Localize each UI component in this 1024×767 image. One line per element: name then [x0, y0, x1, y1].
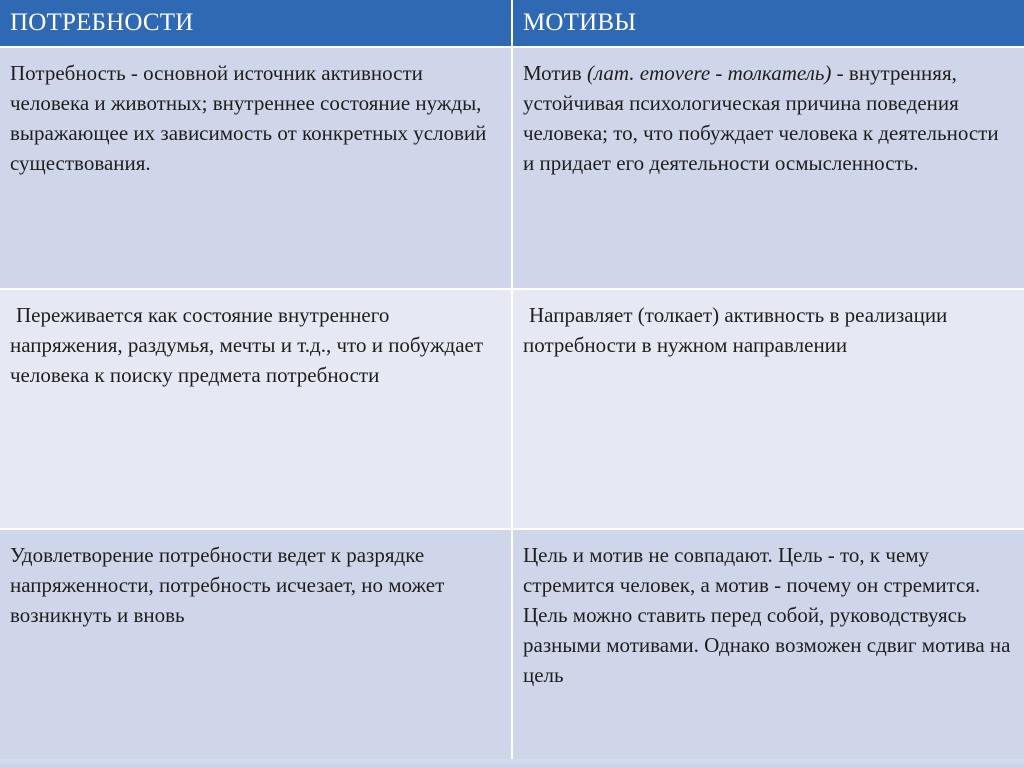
table-body — [0, 47, 1024, 766]
cell-text: Цель и мотив не совпадают. Цель - то, к чему стремится человек, а мотив - почему он стремится. Цель можно ставить перед собой, руководствуясь разными мотивами. Однако возможен сдвиг мотива на цель — [523, 543, 1011, 687]
table-row — [0, 289, 1024, 529]
header-row — [0, 0, 1024, 47]
motives-cell-goal — [512, 529, 1024, 766]
motives-cell-direction — [512, 289, 1024, 529]
table-row — [0, 47, 1024, 289]
header-needs: ПОТРЕБНОСТИ — [0, 0, 512, 47]
bottom-strip — [0, 759, 1024, 767]
needs-cell-satisfaction — [0, 529, 512, 766]
cell-text: Потребность - основной источник активности человека и животных; внутреннее состояние нужды, выражающее их зависимость от конкретных условий существования. — [10, 61, 487, 175]
cell-text — [10, 300, 501, 390]
motive-etymology: (лат. emovere - толкатель) — [586, 61, 832, 85]
cell-text — [523, 300, 1014, 360]
motives-direction-text: Направляет (толкает) активность в реализации потребности в нужном направлении — [523, 303, 948, 357]
table-header — [0, 0, 1024, 47]
needs-cell-experience — [0, 289, 512, 529]
cell-text: Удовлетворение потребности ведет к разрядке напряженности, потребность исчезает, но может возникнуть и вновь — [10, 543, 445, 627]
header-motives: МОТИВЫ — [512, 0, 1024, 47]
motive-definition: - внутренняя, устойчивая психологическая причина поведения человека; то, что побуждает человека к деятельности и придает его деятельности осмысленность. — [523, 61, 999, 175]
cell-text — [523, 58, 1014, 178]
motives-cell-definition — [512, 47, 1024, 289]
needs-experience-text: Переживается как состояние внутреннего напряжения, раздумья, мечты и т.д., что и побуждает человека к поиску предмета потребности — [10, 303, 484, 387]
needs-cell-definition — [0, 47, 512, 289]
table-row — [0, 529, 1024, 766]
motive-term: Мотив — [523, 61, 587, 85]
